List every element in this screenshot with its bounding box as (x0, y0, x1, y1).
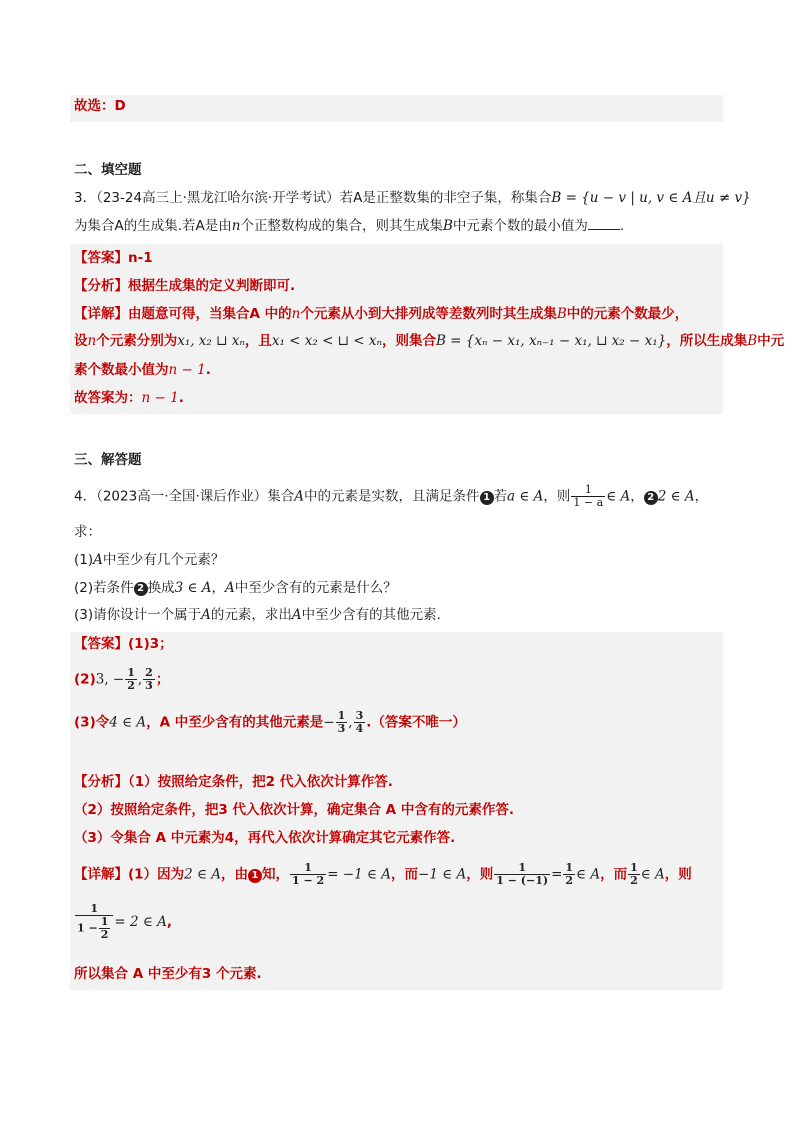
q3-detail-text-2b: 个元素分别为 (96, 333, 178, 349)
q3-detail-line2 (74, 331, 784, 351)
prev-answer-block (70, 95, 723, 122)
equals: = (551, 866, 563, 883)
q3-answer-value: n-1 (128, 250, 153, 266)
q4-detail-text-f: ，而 (391, 866, 419, 883)
frac-den: 2 (100, 928, 109, 941)
frac-num: 2 (145, 666, 153, 679)
q3-detail-text-3c: . (205, 362, 211, 378)
q4-stem-text-f: ， (694, 488, 709, 505)
section-heading-solve: 三、解答题 (74, 452, 142, 468)
q4-answer-3 (74, 710, 466, 735)
q3-stem-end: . (619, 218, 625, 234)
frac-den: 2 (565, 874, 574, 887)
q3-detail-var-B: B (556, 306, 567, 322)
q3-var-B: B (442, 218, 453, 234)
q3-detail-set-B: B = {xₙ − x₁, xₙ₋₁ − x₁, ⊔ x₂ − x₁} (435, 333, 667, 349)
sub1-var-A: A (93, 552, 103, 568)
q4-detail-frac4 (628, 862, 640, 887)
comma: , (348, 714, 353, 731)
frac-den-text: 1 − (77, 921, 98, 935)
q4-sub2 (74, 578, 397, 598)
q3-detail-text-2a: 设 (74, 333, 88, 349)
condition-1-marker: 1 (480, 491, 494, 505)
q4-stem-text-c: 若 (493, 488, 508, 505)
q4-analysis-3: （3）令集合 A 中元素为4，再代入依次计算确定其它元素作答. (74, 830, 456, 846)
q3-detail-text-1b: 个元素从小到大排列成等差数列时其生成集 (300, 306, 557, 322)
section-heading-fill-blank: 二、填空题 (74, 162, 142, 178)
q4-sub1 (74, 550, 224, 570)
q4-answer-1 (74, 634, 173, 654)
q4-stem-line1 (74, 484, 708, 509)
sub2-text-f: 中至少含有的元素是什么？ (234, 580, 397, 596)
frac-num: 3 (355, 709, 364, 722)
q4-analysis-2: （2）按照给定条件，把3 代入依次计算，确定集合 A 中含有的元素作答. (74, 802, 514, 818)
detail-label-q4: 【详解】 (74, 866, 128, 883)
q3-set-definition: B = {u − v | u, v ∈ A且u ≠ v} (551, 190, 751, 206)
frac-num: 1 (630, 861, 638, 874)
q3-detail-text-2d: ，且 (244, 333, 272, 349)
q3-answer (74, 248, 153, 268)
q3-number: 3． (74, 190, 97, 206)
q4-ans3-text-a: (3)令 (74, 714, 110, 731)
frac-num: 1 (304, 861, 312, 874)
analysis-label-q4: 【分析】 (74, 774, 128, 790)
q4-sub3 (74, 605, 441, 625)
frac-num: 1 (100, 915, 109, 928)
q4-analysis-text-1: （1）按照给定条件，把2 代入依次计算作答. (128, 774, 393, 790)
condition-2-marker-ref: 2 (134, 582, 148, 596)
q3-detail-text-2h: ，所以生成集 (666, 333, 748, 349)
sub3-text-b: 的元素，求出 (210, 607, 292, 623)
sub2-text-c: 换成 (147, 580, 175, 596)
q4-answer-2 (74, 667, 169, 692)
q4-stem-text-a: 集合 (267, 488, 295, 505)
q4-detail-text-d: 知， (262, 866, 289, 883)
q4-ans3-text-c: ，A 中至少含有的其他元素是 (146, 714, 324, 731)
q4-detail-text-c: ，由 (221, 866, 248, 883)
q3-analysis (74, 276, 295, 296)
q3-stem-line1 (74, 188, 751, 208)
q3-conclusion-value: n − 1 (141, 390, 179, 406)
frac-den: 1 − (−1) (496, 874, 549, 887)
q4-detail-line2 (74, 903, 172, 951)
q3-detail-elements: x₁, x₂ ⊔ xₙ (177, 333, 245, 349)
frac-num: 1 (337, 709, 346, 722)
q4-detail-frac2 (494, 862, 550, 887)
q4-detail-result: = 2 ∈ A (114, 914, 167, 930)
q4-ans3-frac2 (354, 710, 366, 735)
frac-num: 1 (584, 483, 592, 496)
q4-stem-text-b: 中的元素是实数，且满足条件 (304, 488, 480, 505)
q4-detail-frac1 (290, 862, 326, 887)
q4-ans2-value: 3, − (95, 671, 125, 688)
q3-detail-var-B-2: B (747, 333, 758, 349)
q4-detail-conclusion: 所以集合 A 中至少有3 个元素. (74, 966, 262, 982)
q3-stem-text-4: 中元素个数的最小值为 (452, 218, 588, 234)
q3-var-n: n (231, 218, 241, 234)
q3-detail-text-3a: 素个数最小值为 (74, 362, 169, 378)
answer-label: 【答案】 (74, 250, 128, 266)
prev-answer-choice: 故选：D (74, 98, 126, 114)
q3-detail-min: n − 1 (168, 362, 206, 378)
q4-analysis-1 (74, 772, 393, 792)
q3-detail-order: x₁ < x₂ < ⊔ < xₙ (271, 333, 382, 349)
q4-ans3-frac1 (336, 710, 348, 735)
frac-den: 3 (145, 679, 153, 692)
q4-ans1: (1)3； (128, 636, 173, 652)
q3-stem-text-2: 为集合A的生成集.若A是由 (74, 218, 232, 234)
comma: , (166, 914, 173, 930)
condition-1-marker-ref: 1 (248, 869, 262, 883)
condition-2-marker: 2 (644, 491, 658, 505)
sub3-text-a: (3)请你设计一个属于 (74, 607, 202, 623)
sub1-text: 中至少有几个元素？ (102, 552, 225, 568)
sub3-var-A-2: A (291, 607, 302, 623)
q3-detail-var-n-2: n (87, 333, 97, 349)
q4-a-in-A: a ∈ A (507, 488, 544, 505)
q4-detail-text-h: ，则 (466, 866, 494, 883)
frac-den: 1 − a (573, 496, 604, 509)
q4-ask: 求： (74, 524, 101, 540)
q4-detail-text-k: ，而 (600, 866, 628, 883)
sub2-text-e: ， (211, 580, 226, 596)
q4-ans2-number: (2) (74, 671, 96, 688)
in-A: ∈ A (576, 866, 601, 883)
q4-ans3-note: .（答案不唯一） (366, 714, 466, 731)
frac-num: 1 (518, 861, 526, 874)
analysis-label: 【分析】 (74, 278, 128, 294)
q3-detail-text-1c: 中的元素个数最少， (566, 306, 689, 322)
q3-detail-var-n: n (291, 306, 301, 322)
frac-den: 3 (337, 722, 346, 735)
q3-analysis-text: 根据生成集的定义判断即可. (128, 278, 296, 294)
minus: − (323, 714, 335, 731)
q3-detail-text-2f: ，则集合 (381, 333, 436, 349)
comma: , (137, 671, 143, 688)
q4-detail-neg1-in-A: −1 ∈ A (418, 866, 467, 883)
q4-detail-eq1: = −1 ∈ A (327, 866, 392, 883)
sub2-var-A: A (225, 580, 235, 596)
q3-detail-line3 (74, 360, 211, 380)
q4-detail-compound-frac (75, 903, 113, 941)
frac-den-compound (75, 915, 113, 941)
q3-stem-text-3: 个正整数构成的集合，则其生成集 (240, 218, 443, 234)
frac-num: 1 (90, 902, 98, 915)
frac-den: 4 (355, 722, 364, 735)
q3-detail-line1 (74, 304, 688, 324)
sub3-text-c: 中至少含有的其他元素. (301, 607, 441, 623)
q4-var-A: A (294, 488, 305, 505)
q4-detail-line1 (74, 862, 692, 887)
q4-two-in-A: 2 ∈ A (657, 488, 695, 505)
answer-label-q4: 【答案】 (74, 636, 128, 652)
in-A: ∈ A (640, 866, 665, 883)
q3-conclusion-label: 故答案为： (74, 390, 142, 406)
q4-detail-text-m: ，则 (664, 866, 692, 883)
q4-fraction (571, 484, 605, 509)
frac-num: 1 (565, 861, 574, 874)
q4-number: 4． (74, 488, 97, 505)
sub1-number: (1) (74, 552, 94, 568)
q4-detail-two-in-A: 2 ∈ A (184, 866, 221, 883)
q4-stem-text-d: ，则 (543, 488, 571, 505)
q3-conclusion (74, 388, 184, 408)
inner-frac (99, 916, 111, 941)
q3-source: （23-24高三上·黑龙江哈尔滨·开学考试） (96, 190, 340, 206)
q3-stem-text: 若A是正整数集的非空子集，称集合 (339, 190, 552, 206)
sub2-text-a: (2)若条件 (74, 580, 134, 596)
answer-blank (588, 217, 620, 230)
frac-den: 2 (630, 874, 638, 887)
q4-ans2-frac1 (125, 667, 137, 692)
semicolon: ； (155, 671, 170, 688)
q4-stem-text-e: ， (630, 488, 644, 505)
sub3-var-A: A (201, 607, 211, 623)
frac-den: 2 (127, 679, 135, 692)
frac-num: 1 (127, 666, 135, 679)
q4-ans3-four-in-A: 4 ∈ A (109, 714, 147, 731)
sub2-three-in-A: 3 ∈ A (174, 580, 212, 596)
q4-detail-frac3 (563, 862, 575, 887)
q4-source: （2023高一·全国·课后作业） (96, 488, 268, 505)
q3-detail-text-2i: 中元 (757, 333, 785, 349)
q4-ans2-frac2 (143, 667, 155, 692)
q3-conclusion-end: . (178, 390, 184, 406)
q3-stem-line2 (74, 216, 624, 236)
detail-label: 【详解】 (74, 306, 128, 322)
frac-den: 1 − 2 (292, 874, 325, 887)
q4-detail-text-a: (1）因为 (128, 866, 185, 883)
q3-detail-text-1a: 由题意可得，当集合A 中的 (128, 306, 292, 322)
q4-in-A: ∈ A (606, 488, 631, 505)
